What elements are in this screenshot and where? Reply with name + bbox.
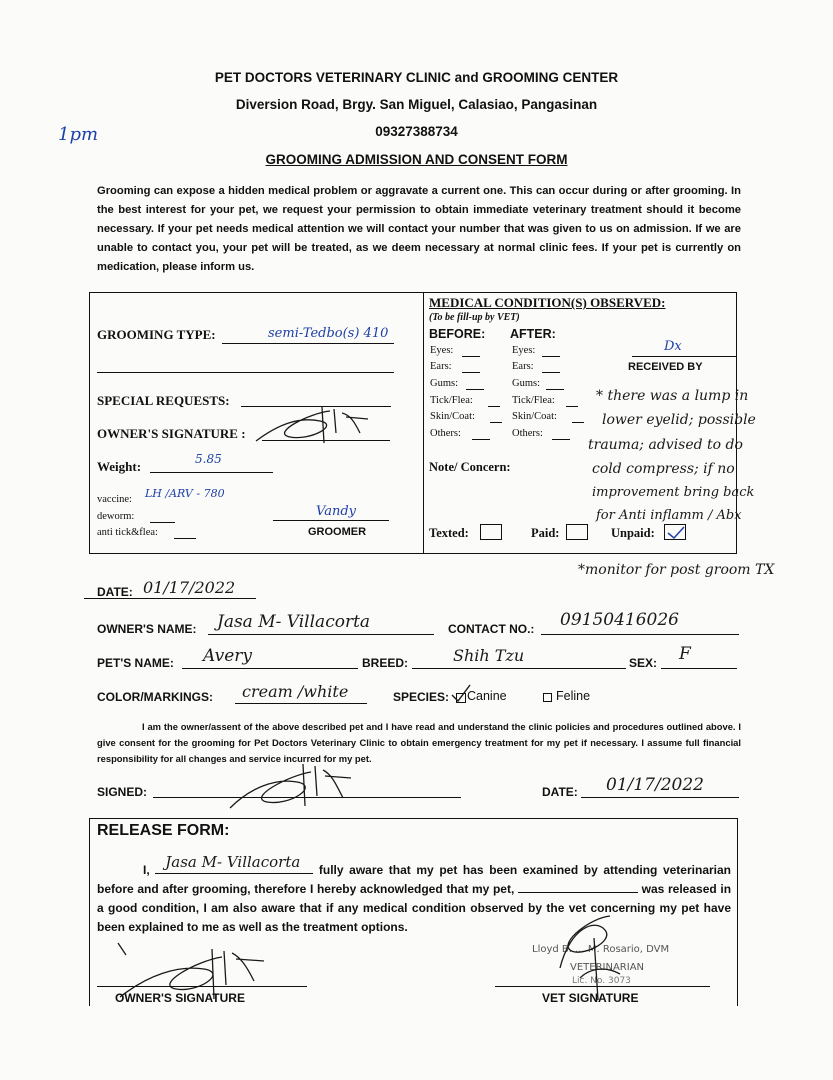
after-gums: Gums: xyxy=(512,378,541,389)
note-line-6: for Anti inflamm / Abx xyxy=(596,508,742,523)
signed-date-value: 01/17/2022 xyxy=(606,775,704,795)
post-groom-note: *monitor for post groom TX xyxy=(578,562,775,578)
paid-label: Paid: xyxy=(531,526,560,540)
before-gums: Gums: xyxy=(430,378,459,389)
special-requests-label: SPECIAL REQUESTS: xyxy=(97,393,230,408)
box-divider xyxy=(423,292,424,554)
release-i-label: I, xyxy=(143,863,150,877)
texted-checkbox[interactable] xyxy=(480,524,502,540)
vet-stamp-line-2: VETERINARIAN xyxy=(570,962,645,973)
received-by-line[interactable] xyxy=(632,356,736,357)
species-label: SPECIES: xyxy=(393,690,450,704)
vet-stamp-line-1: Lloyd B. ... M. Rosario, DVM xyxy=(532,944,670,955)
antitick-label: anti tick&flea: xyxy=(97,527,158,538)
clinic-phone: 09327388734 xyxy=(375,124,458,139)
sex-line[interactable] xyxy=(661,668,737,669)
after-label: AFTER: xyxy=(510,327,556,341)
grooming-type-label: GROOMING TYPE: xyxy=(97,327,216,342)
vaccine-label: vaccine: xyxy=(97,494,132,505)
weight-value: 5.85 xyxy=(195,452,222,466)
owner-name-label: OWNER'S NAME: xyxy=(97,622,197,636)
contact-value: 09150416026 xyxy=(560,610,679,630)
unpaid-label: Unpaid: xyxy=(611,526,655,540)
feline-label: Feline xyxy=(556,689,591,703)
owner-signature-label: OWNER'S SIGNATURE : xyxy=(97,426,246,441)
vet-signature-mark xyxy=(550,908,640,1003)
texted-label: Texted: xyxy=(429,526,469,540)
after-skincoat-line[interactable] xyxy=(572,422,584,423)
note-line-3: trauma; advised to do xyxy=(588,437,743,453)
consent-paragraph: I am the owner/assent of the above described pet and I have read and understand the clinic policies and procedures outlined above. I give consent for the grooming for Pet Doctors Veterinary Clinic to obtain emergency treatment for my pet if necessary. I assume full financial responsibility for all changes and service incurred for my pet. xyxy=(97,721,741,764)
color-label: COLOR/MARKINGS: xyxy=(97,690,213,704)
before-ears: Ears: xyxy=(430,361,452,372)
after-others-line[interactable] xyxy=(552,439,570,440)
before-eyes-line[interactable] xyxy=(462,356,480,357)
before-label: BEFORE: xyxy=(429,327,486,341)
vet-signature-label: VET SIGNATURE xyxy=(542,991,639,1005)
groomer-line[interactable] xyxy=(273,520,389,521)
pet-name-line[interactable] xyxy=(182,668,358,669)
received-by-label: RECEIVED BY xyxy=(628,361,703,373)
intro-paragraph: Grooming can expose a hidden medical problem or aggravate a current one. This can occur during or after grooming. In the best interest for your pet, we request your permission to obtain immediate veterinary treatment should it become necessary. If your pet needs medical attention we will contact your number that was given to us on admission. If we are unable to contact you, your pet will be treated, as we deem necessary at normal clinic fees. If your pet is currently on medication, please inform us. xyxy=(97,185,741,273)
signed-label: SIGNED: xyxy=(97,785,148,799)
after-tickflea: Tick/Flea: xyxy=(512,395,555,406)
owner-signature-mark xyxy=(250,403,370,448)
after-skincoat: Skin/Coat: xyxy=(512,411,557,422)
pet-name-label: PET'S NAME: xyxy=(97,656,174,670)
received-by-value: Dx xyxy=(664,339,682,354)
canine-label: Canine xyxy=(467,689,507,703)
release-text-1: fully aware that my pet has been examined by attending veterinarian before and after grooming, therefore I hereby acknowledged that my pet, xyxy=(97,863,731,896)
after-ears: Ears: xyxy=(512,361,534,372)
after-eyes-line[interactable] xyxy=(542,356,560,357)
before-others: Others: xyxy=(430,428,461,439)
before-skincoat-line[interactable] xyxy=(490,422,502,423)
owner-release-signature-label: OWNER'S SIGNATURE xyxy=(115,991,245,1005)
before-gums-line[interactable] xyxy=(466,389,484,390)
before-eyes: Eyes: xyxy=(430,345,454,356)
after-others: Others: xyxy=(512,428,543,439)
weight-line[interactable] xyxy=(150,472,273,473)
deworm-line[interactable] xyxy=(150,522,175,523)
date-label: DATE: xyxy=(97,585,133,599)
signed-date-line[interactable] xyxy=(581,797,739,798)
note-line-1: * there was a lump in xyxy=(596,388,749,404)
medical-title: MEDICAL CONDITION(S) OBSERVED: xyxy=(429,295,666,310)
deworm-label: deworm: xyxy=(97,511,135,522)
groomer-value: Vandy xyxy=(316,504,356,519)
release-text-2: was released in a good condition, I am also aware that if any medical condition observed by the vet concerning my pet have been explained to me as well as the treatment options. xyxy=(97,882,732,934)
pet-name-value: Avery xyxy=(203,646,252,666)
before-tickflea-line[interactable] xyxy=(488,406,500,407)
release-pet-line[interactable] xyxy=(518,880,638,893)
antitick-line[interactable] xyxy=(174,538,196,539)
before-others-line[interactable] xyxy=(472,439,490,440)
note-label: Note/ Concern: xyxy=(429,460,511,474)
vet-signature-line[interactable] xyxy=(495,986,710,987)
medical-subtitle: (To be fill-up by VET) xyxy=(429,312,520,323)
date-line[interactable] xyxy=(84,598,256,599)
after-tickflea-line[interactable] xyxy=(566,406,578,407)
note-line-4: cold compress; if no xyxy=(592,461,735,477)
vaccine-value: LH /ARV - 780 xyxy=(145,487,225,500)
form-title: GROOMING ADMISSION AND CONSENT FORM xyxy=(265,152,568,167)
vet-stamp-line-3: Lic. No. 3073 xyxy=(572,976,631,986)
grooming-type-line-2[interactable] xyxy=(97,372,394,373)
after-ears-line[interactable] xyxy=(542,372,560,373)
clinic-address: Diversion Road, Brgy. San Miguel, Calasiao, Pangasinan xyxy=(235,97,598,112)
before-skincoat: Skin/Coat: xyxy=(430,411,475,422)
contact-line[interactable] xyxy=(541,634,739,635)
breed-value: Shih Tzu xyxy=(453,646,525,665)
feline-checkbox[interactable] xyxy=(543,693,552,702)
owner-name-value: Jasa M- Villacorta xyxy=(217,612,371,632)
paid-checkbox[interactable] xyxy=(566,524,588,540)
before-ears-line[interactable] xyxy=(462,372,480,373)
breed-line[interactable] xyxy=(412,668,626,669)
release-title: RELEASE FORM: xyxy=(97,822,230,839)
groomer-label: GROOMER xyxy=(308,526,367,538)
sex-label: SEX: xyxy=(629,656,658,670)
release-name-line[interactable] xyxy=(155,853,313,874)
weight-label: Weight: xyxy=(97,459,142,474)
release-name-value: Jasa M- Villacorta xyxy=(165,853,301,871)
sex-value: F xyxy=(679,644,691,664)
color-line[interactable] xyxy=(235,703,367,704)
owner-release-signature-line[interactable] xyxy=(97,986,307,987)
owner-name-line[interactable] xyxy=(208,634,434,635)
note-line-2: lower eyelid; possible xyxy=(602,412,756,428)
signed-date-label: DATE: xyxy=(542,785,578,799)
color-value: cream /white xyxy=(242,682,349,701)
grooming-type-line[interactable] xyxy=(222,343,394,344)
breed-label: BREED: xyxy=(362,656,409,670)
unpaid-check-mark xyxy=(666,526,686,540)
before-tickflea: Tick/Flea: xyxy=(430,395,473,406)
clinic-name: PET DOCTORS VETERINARY CLINIC and GROOMING CENTER xyxy=(214,70,619,85)
margin-time-note: 1pm xyxy=(58,124,99,145)
after-eyes: Eyes: xyxy=(512,345,536,356)
signed-signature-mark xyxy=(225,758,355,813)
contact-label: CONTACT NO.: xyxy=(448,622,535,636)
after-gums-line[interactable] xyxy=(546,389,564,390)
date-value: 01/17/2022 xyxy=(143,578,236,597)
note-line-5: improvement bring back xyxy=(592,485,755,500)
grooming-type-value: semi-Tedbo(s) 410 xyxy=(268,326,389,341)
